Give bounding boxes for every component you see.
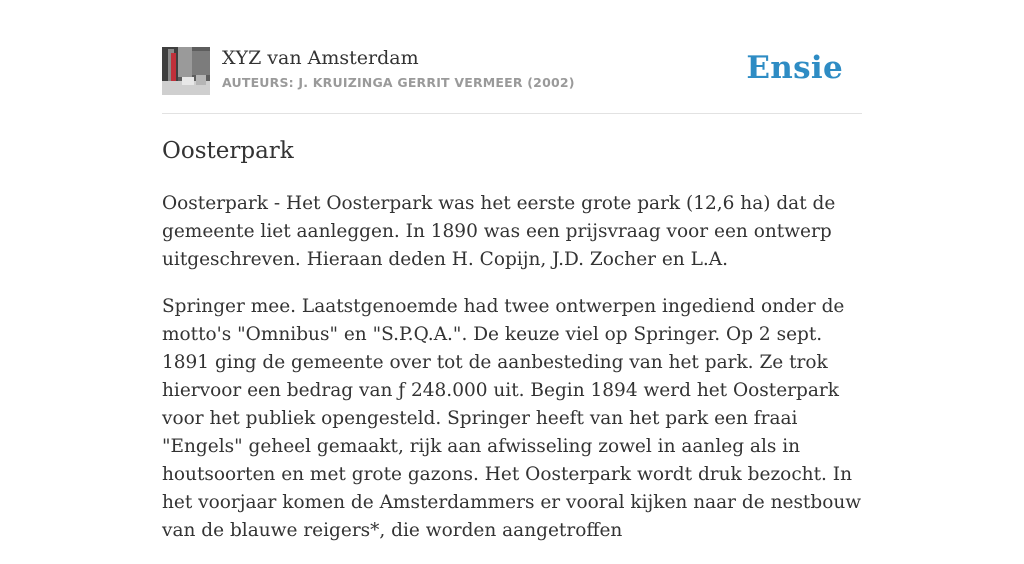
book-header — [162, 47, 862, 97]
book-title[interactable]: XYZ van Amsterdam — [222, 47, 419, 69]
entry-paragraph: Springer mee. Laatstgenoemde had twee ontwerpen ingediend onder de motto's "Omnibus" en "S.P.Q.A.". De keuze viel op Springer. Op 2 sept. 1891 ging de gemeente over tot de aanbesteding van het park. Ze trok hiervoor een bedrag van ƒ 248.000 uit. Begin 1894 werd het Oosterpark voor het publiek opengesteld. Springer heeft van het park een fraai "Engels" geheel gemaakt, rijk aan afwisseling zowel in aanleg als in houtsoorten en met grote gazons. Het Oosterpark wordt druk bezocht. In het voorjaar komen de Amsterdammers er vooral kijken naar de nestbouw van de blauwe reigers*, die worden aangetroffen — [162, 296, 862, 541]
entry-paragraph: Oosterpark - Het Oosterpark was het eerste grote park (12,6 ha) dat de gemeente liet aanleggen. In 1890 was een prijsvraag voor een ontwerp uitgeschreven. Hieraan deden H. Copijn, J.D. Zocher en L.A. — [162, 193, 836, 270]
ensie-logo[interactable]: Ensie — [746, 50, 843, 86]
header-divider — [162, 113, 862, 114]
book-cover-avatar[interactable] — [162, 47, 210, 95]
book-authors: AUTEURS: J. KRUIZINGA GERRIT VERMEER (2002) — [222, 75, 575, 90]
entry-title: Oosterpark — [162, 138, 294, 164]
entry-content — [162, 190, 868, 564]
book-cover-icon — [162, 47, 210, 95]
